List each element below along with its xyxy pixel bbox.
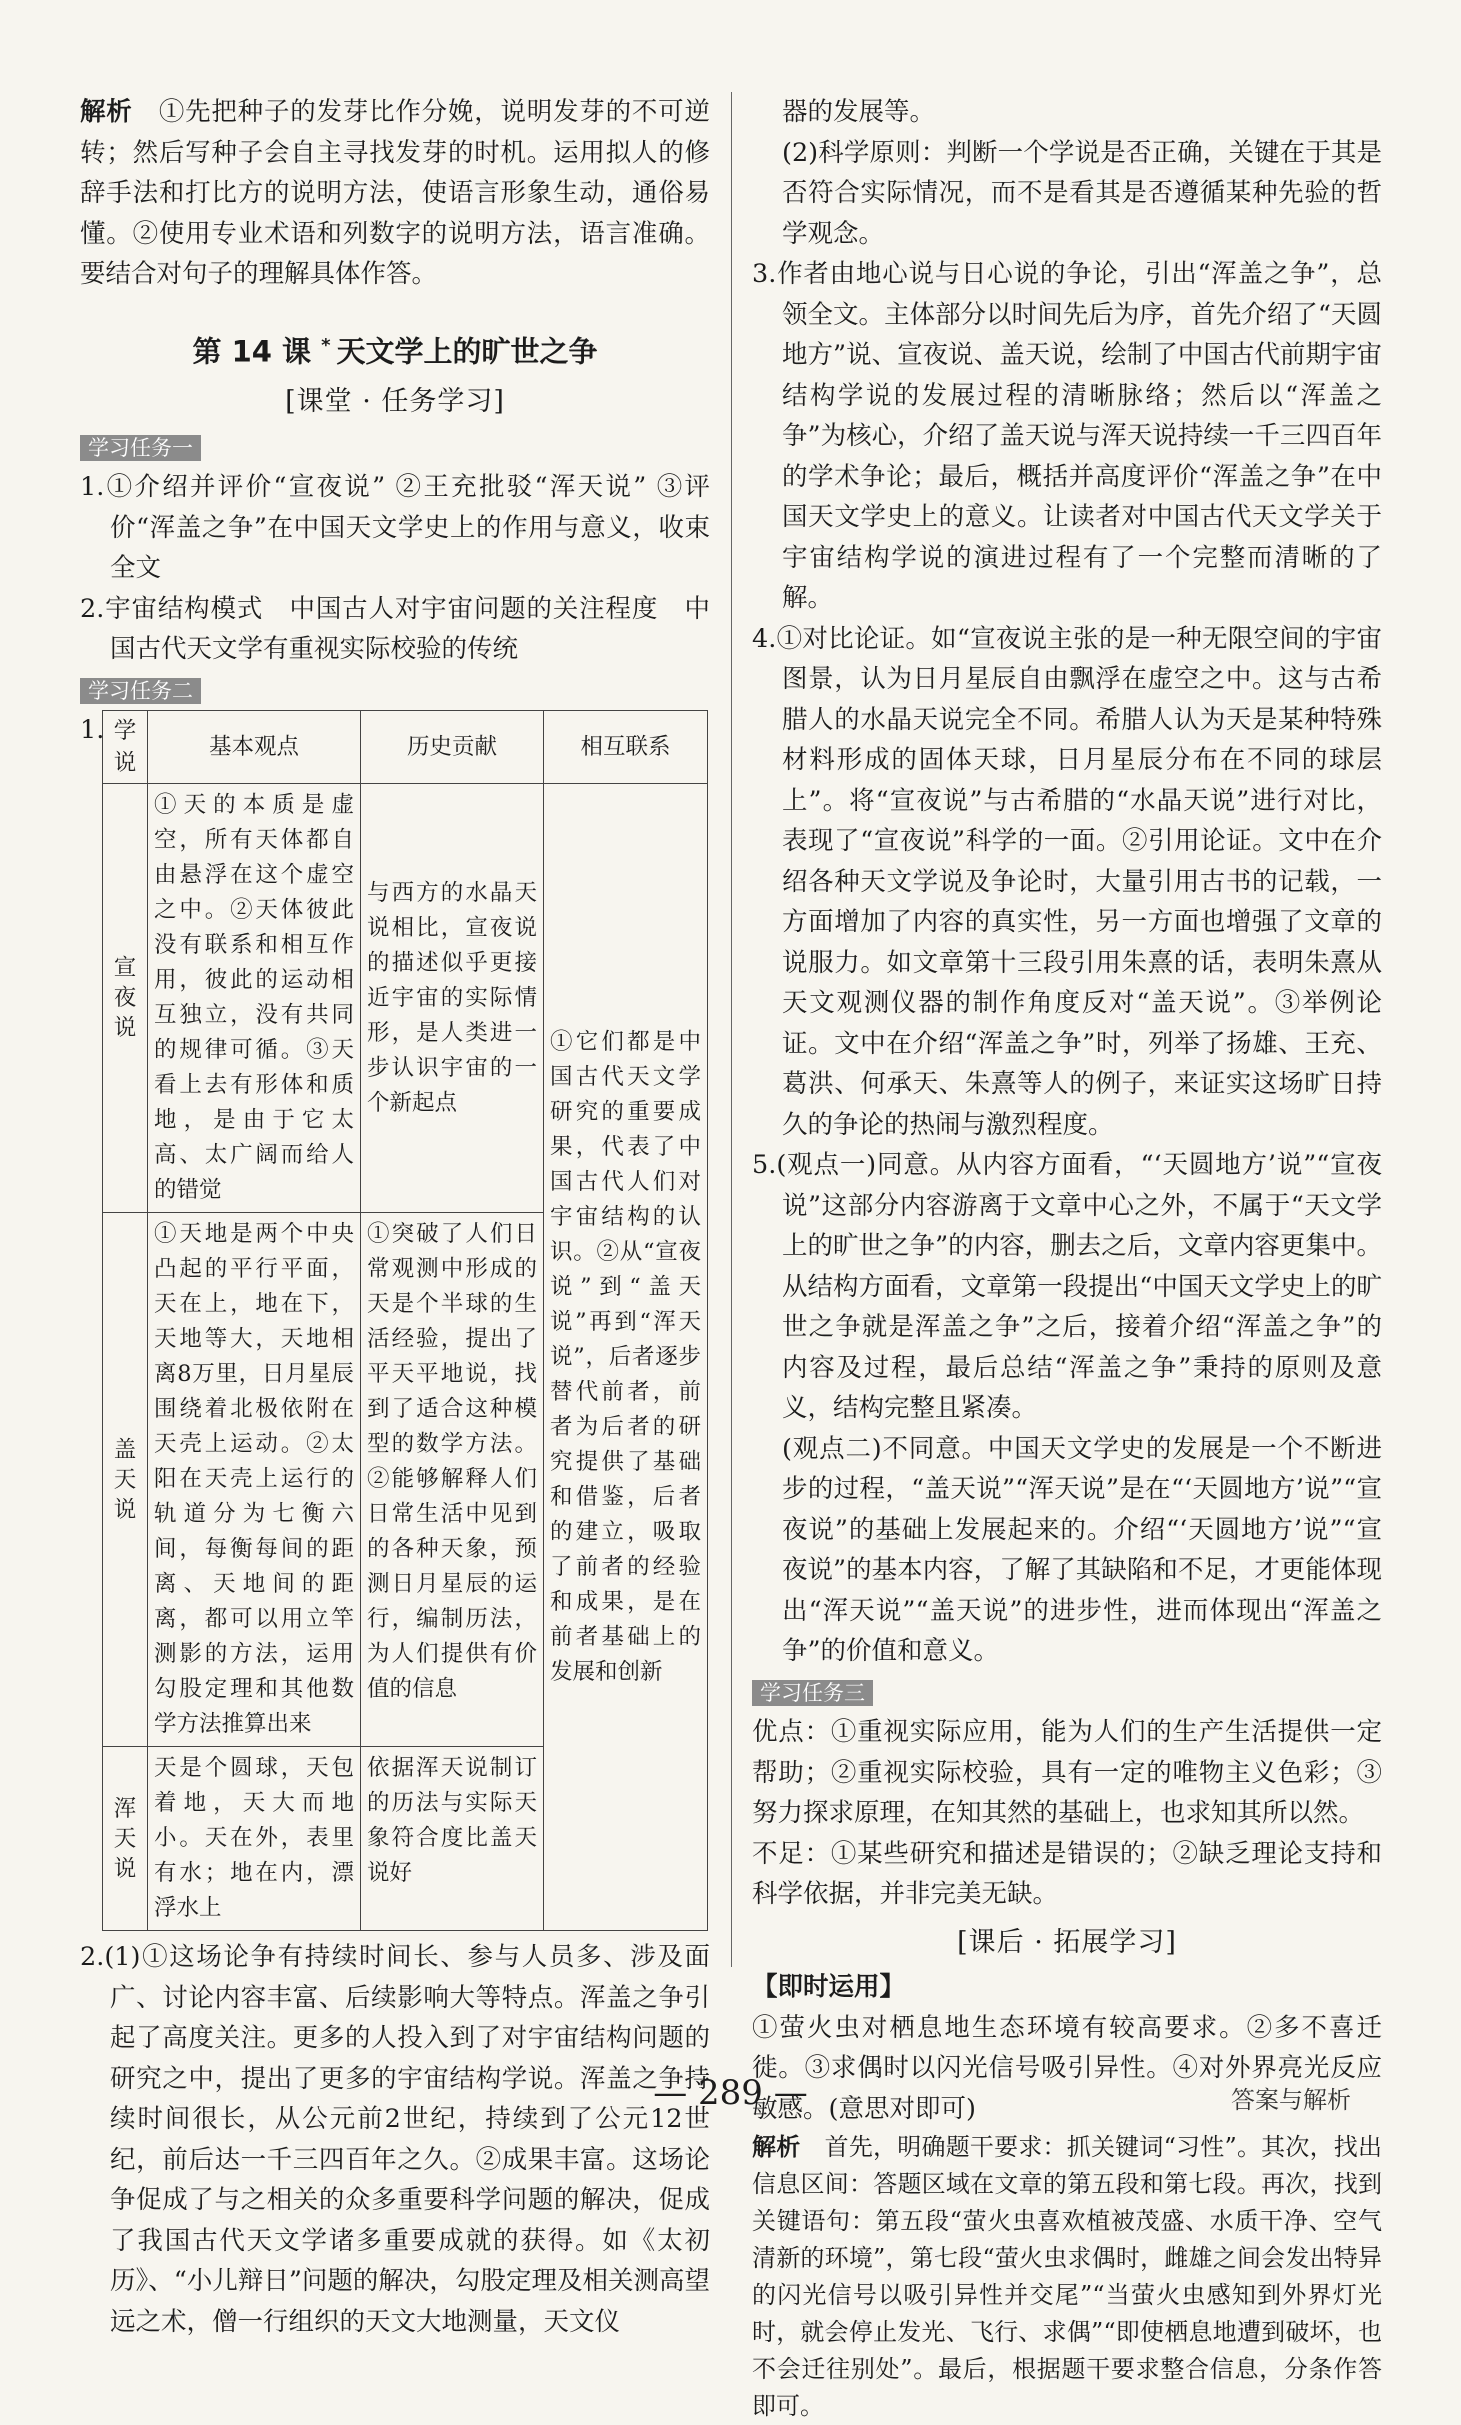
- item3: 3.作者由地心说与日心说的争论，引出“浑盖之争”，总领全文。主体部分以时间先后为序，首先介绍了“天圆地方”说、宣夜说、盖天说，绘制了中国古代前期宇宙结构学说的发展过程的清晰脉络；然后以“浑盖之争”为核心，介绍了盖天说与浑天说持续一千三四百年的学术争论；最后，概括并高度评价“浑盖之争”在中国天文学史上的意义。让读者对中国古代天文学关于宇宙结构学说的演进过程有了一个完整而清晰的了解。: [752, 259, 1382, 613]
- header-relation: 相互联系: [544, 711, 708, 784]
- table-header-row: [103, 711, 708, 784]
- intro-analysis: [80, 92, 710, 295]
- apply-label: 【即时运用】: [752, 1972, 906, 2002]
- row-view-xuanye: ①天的本质是虚空，所有天体都自由悬浮在这个虚空之中。②天体彼此没有联系和相互作用，彼此的运动相互独立，没有共同的规律可循。③天看上去有形体和质地，是由于它太高、太广阔而给人的错觉: [148, 784, 361, 1213]
- intro-analysis-label: 解析: [80, 97, 133, 127]
- relation-cell: ①它们都是中国古代天文学研究的重要成果，代表了中国古代人们对宇宙结构的认识。②从“宣夜说”到“盖天说”再到“浑天说”，后者逐步替代前者，前者为后者的研究提供了基础和借鉴，后者的建立，吸取了前者的经验和成果，是在前者基础上的发展和创新: [544, 784, 708, 1931]
- item5-view2: (观点二)不同意。中国天文学史的发展是一个不断进步的过程，“盖天说”“浑天说”是在“‘天圆地方’说”“宣夜说”的基础上发展起来的。介绍“‘天圆地方’说”“宣夜说”的基本内容，了解了其缺陷和不足，才更能体现出“浑天说”“盖天说”的进步性，进而体现出“浑盖之争”的价值和意义。: [782, 1433, 1382, 1666]
- row-name-huntian: 浑天说: [103, 1747, 148, 1931]
- table-item-number: 1.: [80, 715, 105, 746]
- lesson-title: [80, 323, 710, 375]
- row-name-xuanye: 宣夜说: [103, 784, 148, 1213]
- row-contribution-huntian: 依据浑天说制订的历法与实际天象符合度比盖天说好: [361, 1747, 544, 1931]
- section-title-class: [课堂 · 任务学习]: [285, 386, 505, 418]
- row-contribution-xuanye: 与西方的水晶天说相比，宣夜说的描述似乎更接近宇宙的实际情形，是人类进一步认识宇宙的一个新起点: [361, 784, 544, 1213]
- apply-analysis: [752, 2129, 1382, 2425]
- apply-analysis-label: 解析: [752, 2133, 801, 2161]
- item2-continuation: 器的发展等。: [782, 97, 936, 127]
- task2-item-2: 2.(1)①这场论争有持续时间长、参与人员多、涉及面广、讨论内容丰富、后续影响大等特点。浑盖之争引起了高度关注。更多的人投入到了对宇宙结构问题的研究之中，提出了更多的宇宙结构学说。浑盖之争持续时间很长，从公元前2世纪，持续到了公元12世纪，前后达一千三四百年之久。②成果丰富。这场论争促成了与之相关的众多重要科学问题的解决，促成了我国古代天文学诸多重要成就的获得。如《太初历》、“小儿辩日”问题的解决，勾股定理及相关测高望远之术，僧一行组织的天文大地测量，天文仪: [80, 1942, 710, 2337]
- row-view-gaitian: ①天地是两个中央凸起的平行平面，天在上，地在下，天地等大，天地相离8万里，日月星辰围绕着北极依附在天壳上运动。②太阳在天壳上运行的轨道分为七衡六间，每衡每间的距离、天地间的距离，都可以用立竿测影的方法，运用勾股定理和其他数学方法推算出来: [148, 1213, 361, 1747]
- section-title-after: [课后 · 拓展学习]: [957, 1926, 1177, 1958]
- row-contribution-gaitian: ①突破了人们日常观测中形成的天是个半球的生活经验，提出了平天平地说，找到了适合这种模型的数学方法。②能够解释人们日常生活中见到的各种天象，预测日月星辰的运行，编制历法，为人们提供有价值的信息: [361, 1213, 544, 1747]
- task1-item-1: 1.①介绍并评价“宣夜说” ②王充批驳“浑天说” ③评价“浑盖之争”在中国天文学史上的作用与意义，收束全文: [80, 472, 710, 584]
- item2-part2: (2)科学原则：判断一个学说是否正确，关键在于其是否符合实际情况，而不是看其是否遵循某种先验的哲学观念。: [782, 137, 1382, 249]
- footer-label: 答案与解析: [1231, 2086, 1351, 2114]
- lesson-number: 第 14 课: [192, 334, 312, 369]
- header-theory: 学说: [103, 711, 148, 784]
- task3-tag: 学习任务三: [752, 1680, 873, 1706]
- lesson-star: *: [321, 334, 331, 356]
- lesson-name: 天文学上的旷世之争: [336, 334, 598, 369]
- page-number: — 289 —: [653, 2073, 808, 2113]
- theory-table-wrap: [80, 710, 710, 1931]
- task3-advantages: 优点：①重视实际应用，能为人们的生产生活提供一定帮助；②重视实际校验，具有一定的唯物主义色彩；③努力探求原理，在知其然的基础上，也求知其所以然。: [752, 1717, 1382, 1828]
- left-column: [80, 92, 710, 2342]
- table-row: [103, 784, 708, 1213]
- header-contribution: 历史贡献: [361, 711, 544, 784]
- apply-analysis-text: 首先，明确题干要求：抓关键词“习性”。其次，找出信息区间：答题区域在文章的第五段和第七段。再次，找到关键语句：第五段“萤火虫喜欢植被茂盛、水质干净、空气清新的环境”，第七段“萤火虫求偶时，雌雄之间会发出特异的闪光信号以吸引异性并交尾”“当萤火虫感知到外界灯光时，就会停止发光、飞行、求偶”“即使栖息地遭到破坏，也不会迁往别处”。最后，根据题干要求整合信息，分条作答即可。: [752, 2133, 1383, 2420]
- row-view-huntian: 天是个圆球，天包着地，天大而地小。天在外，表里有水；地在内，漂浮水上: [148, 1747, 361, 1931]
- item5-view1: 5.(观点一)同意。从内容方面看，“‘天圆地方’说”“宣夜说”这部分内容游离于文章中心之外，不属于“天文学上的旷世之争”的内容，删去之后，文章内容更集中。从结构方面看，文章第一段提出“中国天文学史上的旷世之争就是浑盖之争”之后，接着介绍“浑盖之争”的内容及过程，最后总结“浑盖之争”秉持的原则及意义，结构完整且紧凑。: [752, 1150, 1382, 1423]
- row-name-gaitian: 盖天说: [103, 1213, 148, 1747]
- apply-answer: ①萤火虫对栖息地生态环境有较高要求。②多不喜迁徙。③求偶时以闪光信号吸引异性。④对外界亮光反应敏感。(意思对即可): [752, 2012, 1382, 2124]
- task1-tag: 学习任务一: [80, 435, 201, 461]
- item4: 4.①对比论证。如“宣夜说主张的是一种无限空间的宇宙图景，认为日月星辰自由飘浮在虚空之中。这与古希腊人的水晶天说完全不同。希腊人认为天是某种特殊材料形成的固体天球，日月星辰分布在不同的球层上”。将“宣夜说”与古希腊的“水晶天说”进行对比，表现了“宣夜说”科学的一面。②引用论证。文中在介绍各种天文学说及争论时，大量引用古书的记载，一方面增加了内容的真实性，另一方面也增强了文章的说服力。如文章第十三段引用朱熹的话，表明朱熹从天文观测仪器的制作角度反对“盖天说”。③举例论证。文中在介绍“浑盖之争”时，列举了扬雄、王充、葛洪、何承天、朱熹等人的例子，来证实这场旷日持久的争论的热闹与激烈程度。: [752, 623, 1382, 1140]
- intro-analysis-text: ①先把种子的发芽比作分娩，说明发芽的不可逆转；然后写种子会自主寻找发芽的时机。运用拟人的修辞手法和打比方的说明方法，使语言形象生动，通俗易懂。②使用专业术语和列数字的说明方法，语言准确。要结合对句子的理解具体作答。: [80, 97, 710, 289]
- task2-tag: 学习任务二: [80, 678, 201, 704]
- task1-item-2: 2.宇宙结构模式 中国古人对宇宙问题的关注程度 中国古代天文学有重视实际校验的传统: [80, 593, 710, 665]
- column-divider: [731, 92, 732, 1967]
- task3-shortcomings: 不足：①某些研究和描述是错误的；②缺乏理论支持和科学依据，并非完美无缺。: [752, 1838, 1382, 1909]
- theory-table: [102, 710, 708, 1931]
- header-view: 基本观点: [148, 711, 361, 784]
